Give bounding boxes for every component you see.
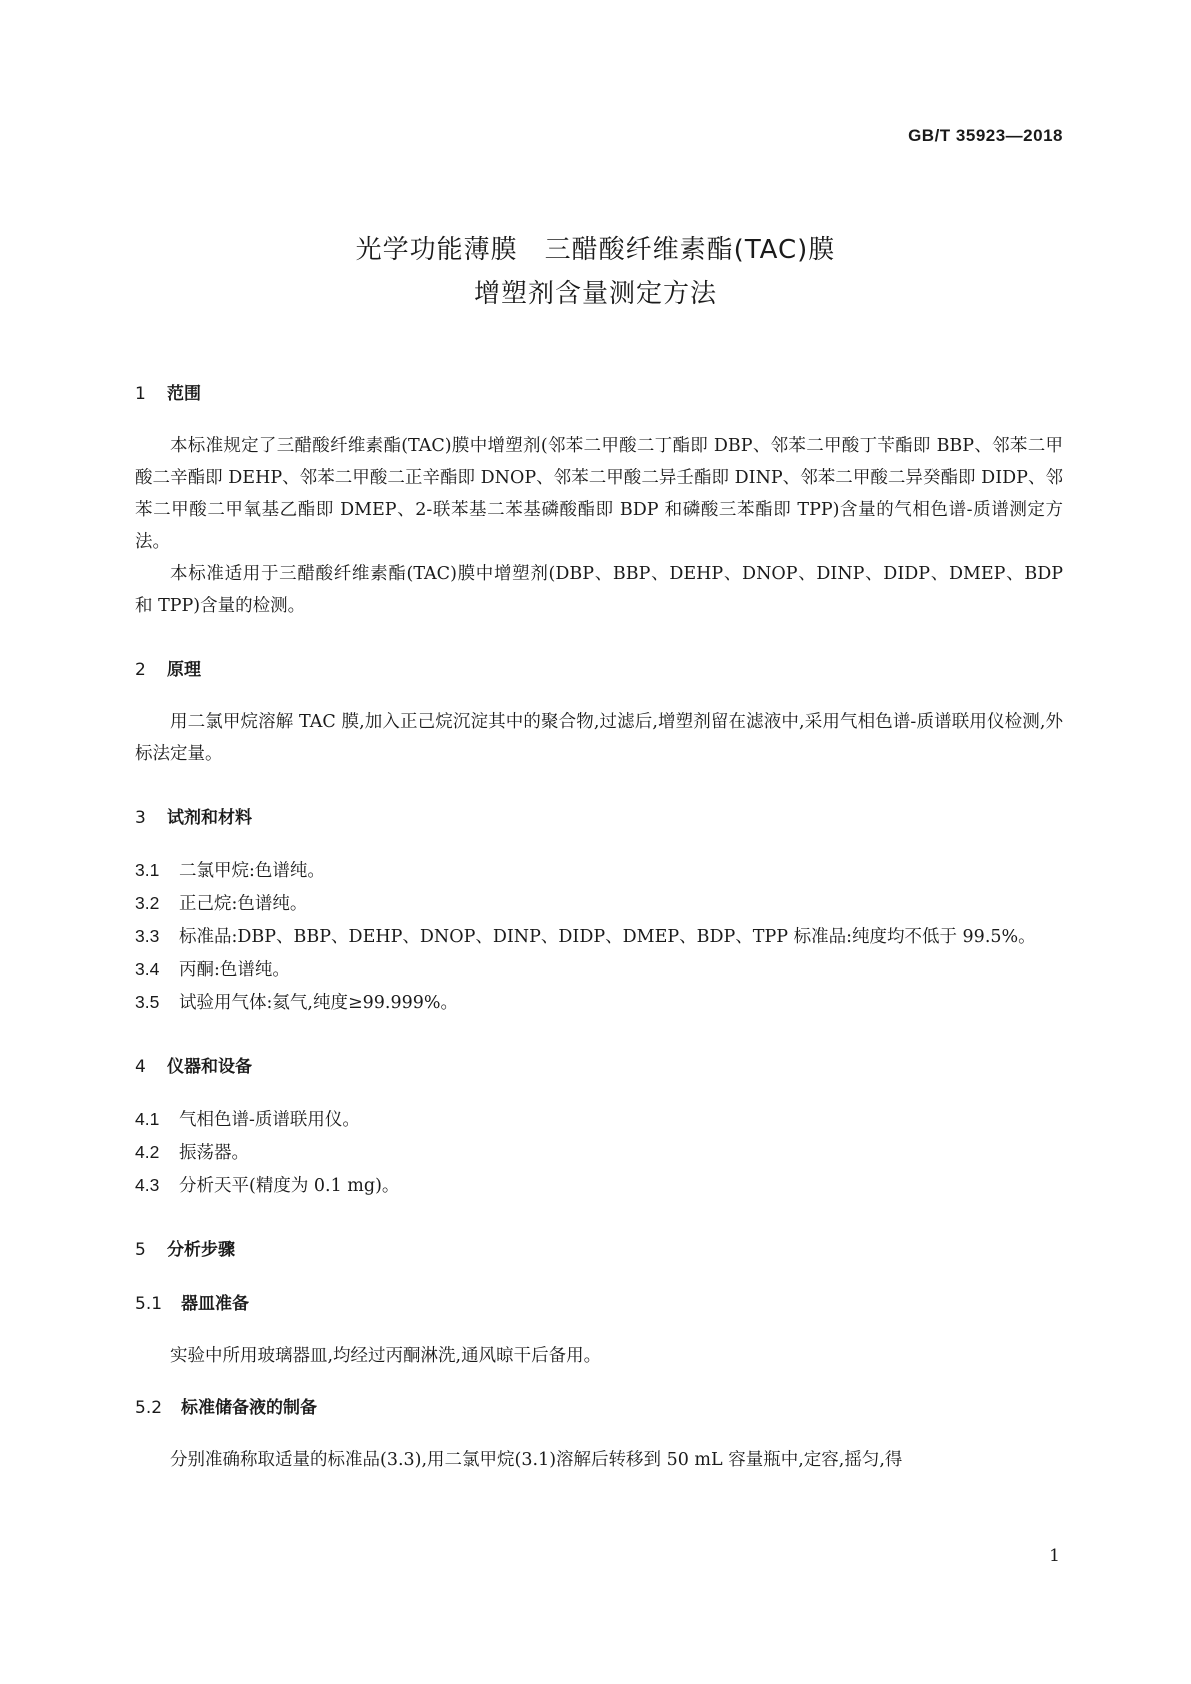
section-number: 3 [135, 808, 146, 828]
section-5-heading [135, 1232, 1063, 1268]
document-body [135, 376, 1063, 1476]
list-item [135, 953, 1063, 986]
section-title: 试剂和材料 [167, 808, 252, 828]
item-text: 正己烷:色谱纯。 [179, 894, 308, 914]
list-item [135, 1136, 1063, 1169]
item-text: 气相色谱-质谱联用仪。 [179, 1110, 360, 1130]
list-item [135, 1103, 1063, 1136]
item-text: 试验用气体:氦气,纯度≥99.999%。 [179, 993, 458, 1013]
section-title: 范围 [167, 384, 201, 404]
list-item [135, 986, 1063, 1019]
section-2-heading [135, 652, 1063, 688]
section-number: 2 [135, 660, 146, 680]
section-2-paragraph-1: 用二氯甲烷溶解 TAC 膜,加入正己烷沉淀其中的聚合物,过滤后,增塑剂留在滤液中,采用气相色谱-质谱联用仪检测,外标法定量。 [135, 712, 1063, 764]
item-text: 分析天平(精度为 0.1 mg)。 [179, 1176, 400, 1196]
subsection-number: 5.2 [135, 1398, 163, 1418]
section-number: 1 [135, 384, 146, 404]
subsection-title: 标准储备液的制备 [181, 1398, 317, 1418]
section-number: 4 [135, 1057, 146, 1077]
item-number: 3.3 [135, 926, 160, 946]
item-number: 4.3 [135, 1175, 160, 1195]
subsection-number: 5.1 [135, 1294, 163, 1314]
section-number: 5 [135, 1240, 146, 1260]
subsection-5-2-paragraph: 分别准确称取适量的标准品(3.3),用二氯甲烷(3.1)溶解后转移到 50 mL 容量瓶中,定容,摇匀,得 [170, 1450, 903, 1470]
section-title: 原理 [167, 660, 201, 680]
item-number: 3.4 [135, 959, 160, 979]
item-text: 标准品:DBP、BBP、DEHP、DNOP、DINP、DIDP、DMEP、BDP、TPP 标准品:纯度均不低于 99.5%。 [179, 927, 1036, 947]
section-4-heading [135, 1049, 1063, 1085]
list-item [135, 854, 1063, 887]
section-3-heading [135, 800, 1063, 836]
document-title [0, 228, 1191, 316]
title-line-1: 光学功能薄膜 三醋酸纤维素酯(TAC)膜 [355, 235, 836, 265]
section-title: 仪器和设备 [167, 1057, 252, 1077]
item-text: 振荡器。 [179, 1143, 249, 1163]
section-title: 分析步骤 [167, 1240, 235, 1260]
item-text: 丙酮:色谱纯。 [179, 960, 290, 980]
section-1-heading [135, 376, 1063, 412]
list-item [135, 1169, 1063, 1202]
title-line-2: 增塑剂含量测定方法 [473, 279, 717, 309]
list-item [135, 887, 1063, 920]
item-number: 3.1 [135, 860, 160, 880]
subsection-5-1-paragraph: 实验中所用玻璃器皿,均经过丙酮淋洗,通风晾干后备用。 [170, 1346, 602, 1366]
item-number: 4.1 [135, 1109, 160, 1129]
list-item [135, 920, 1063, 953]
section-1-paragraph-1: 本标准规定了三醋酸纤维素酯(TAC)膜中增塑剂(邻苯二甲酸二丁酯即 DBP、邻苯二甲酸丁苄酯即 BBP、邻苯二甲酸二辛酯即 DEHP、邻苯二甲酸二正辛酯即 DNOP、邻苯二甲酸二异壬酯即 DINP、邻苯二甲酸二异癸酯即 DIDP、邻苯二甲酸二甲氧基乙酯即 DMEP、2-联苯基二苯基磷酸酯即 BDP 和磷酸三苯酯即 TPP)含量的气相色谱-质谱测定方法。 [135, 436, 1063, 552]
subsection-title: 器皿准备 [181, 1294, 249, 1314]
subsection-5-2-heading [135, 1390, 1063, 1426]
item-number: 3.2 [135, 893, 160, 913]
item-text: 二氯甲烷:色谱纯。 [179, 861, 325, 881]
page-number: 1 [1049, 1546, 1060, 1566]
subsection-5-1-heading [135, 1286, 1063, 1322]
item-number: 4.2 [135, 1142, 160, 1162]
item-number: 3.5 [135, 992, 160, 1012]
standard-number: GB/T 35923—2018 [908, 126, 1063, 145]
section-1-paragraph-2: 本标准适用于三醋酸纤维素酯(TAC)膜中增塑剂(DBP、BBP、DEHP、DNOP、DINP、DIDP、DMEP、BDP 和 TPP)含量的检测。 [135, 564, 1063, 616]
